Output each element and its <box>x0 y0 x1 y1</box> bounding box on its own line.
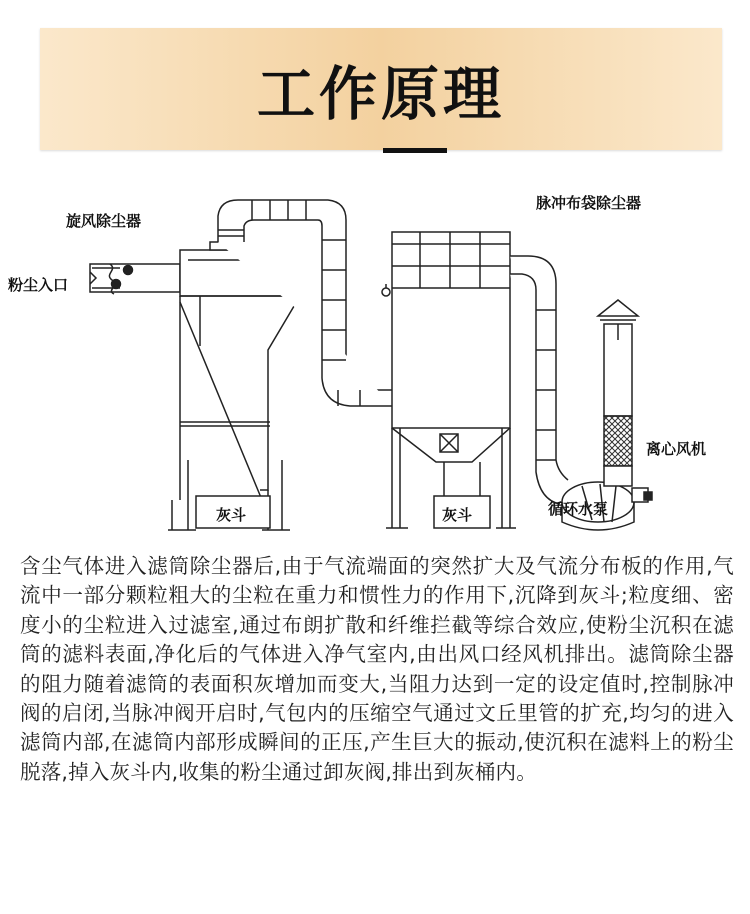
label-hopper-right: 灰斗 <box>442 506 473 524</box>
label-fan: 离心风机 <box>646 440 707 458</box>
connecting-duct <box>218 200 392 406</box>
label-cyclone: 旋风除尘器 <box>66 212 142 230</box>
exhaust-stack <box>598 300 638 486</box>
baghouse-filter <box>382 232 516 528</box>
title-banner <box>40 28 722 150</box>
label-baghouse: 脉冲布袋除尘器 <box>536 194 642 212</box>
outlet-duct <box>510 256 568 504</box>
label-pump: 循环水泵 <box>548 500 609 518</box>
title-underline <box>383 148 447 153</box>
description-text: 含尘气体进入滤筒除尘器后,由于气流端面的突然扩大及气流分布板的作用,气流中一部分颗粒粗大的尘粒在重力和惯性力的作用下,沉降到灰斗;粒度细、密度小的尘粒进入过滤室,通过布朗扩散和纤维拦截等综合效应,使粉尘沉积在滤筒的滤料表面,净化后的气体进入净气室内,由出风口经风机排出。滤筒除尘器的阻力随着滤筒的表面积灰增加而变大,当阻力达到一定的设定值时,控制脉冲阀的启闭,当脉冲阀开启时,气包内的压缩空气通过文丘里管的扩充,均匀的进入滤筒内部,在滤筒内部形成瞬间的正压,产生巨大的振动,使沉积在滤料上的粉尘脱落,掉入灰斗内,收集的粉尘通过卸灰阀,排出到灰桶内。 <box>20 554 734 784</box>
label-hopper-left: 灰斗 <box>216 506 247 524</box>
cyclone-separator <box>90 242 300 530</box>
page-title: 工作原理 <box>256 60 505 128</box>
process-diagram <box>0 160 750 545</box>
label-inlet: 粉尘入口 <box>8 276 69 294</box>
